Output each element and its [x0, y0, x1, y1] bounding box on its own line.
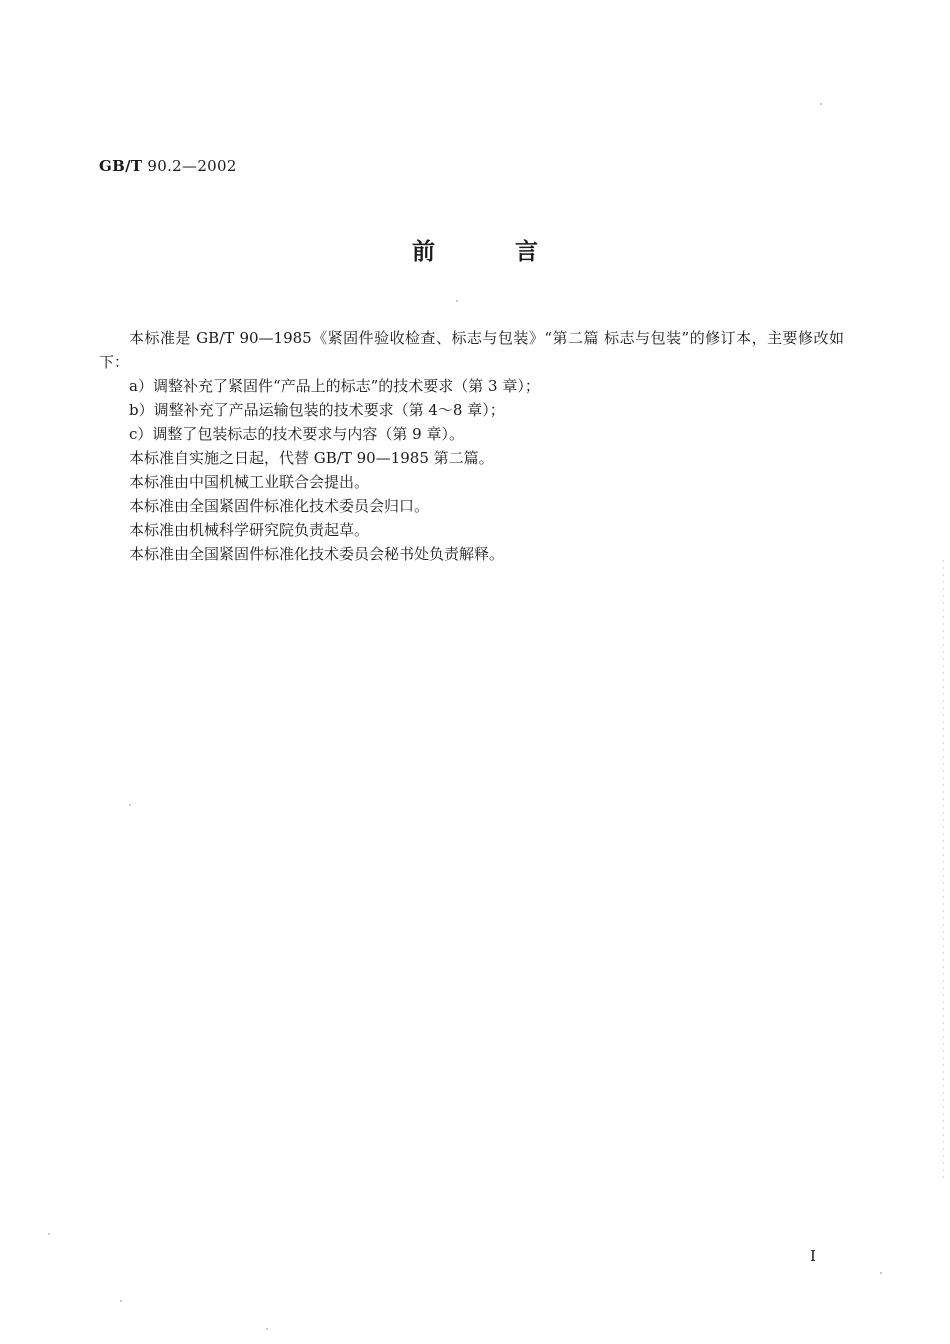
change-item-a: a）调整补充了紧固件“产品上的标志”的技术要求（第 3 章）； — [129, 377, 540, 395]
interpretation-paragraph: 本标准由全国紧固件标准化技术委员会秘书处负责解释。 — [129, 545, 505, 563]
intro-paragraph: 本标准是 GB/T 90—1985《紧固件验收检查、标志与包装》“第二篇 标志与包装”的修订本，主要修改如下： — [99, 329, 844, 371]
page-title: 前言 — [412, 238, 618, 265]
standard-number — [99, 157, 237, 175]
scan-speck — [129, 804, 131, 806]
scan-speck — [266, 1328, 268, 1330]
foreword-body — [99, 326, 844, 566]
proposer-paragraph: 本标准由中国机械工业联合会提出。 — [129, 473, 370, 491]
scan-speck — [880, 1272, 882, 1274]
change-item-b: b）调整补充了产品运输包装的技术要求（第 4～8 章）； — [129, 401, 505, 419]
scan-speck — [820, 103, 822, 105]
replacement-paragraph: 本标准自实施之日起，代替 GB/T 90—1985 第二篇。 — [129, 449, 494, 467]
scan-speck — [120, 1300, 122, 1302]
drafter-paragraph: 本标准由机械科学研究院负责起草。 — [129, 521, 370, 539]
page-number: I — [810, 1247, 816, 1265]
responsible-committee-paragraph: 本标准由全国紧固件标准化技术委员会归口。 — [129, 497, 430, 515]
scan-speck — [48, 1233, 50, 1235]
scan-edge-artifact — [943, 560, 944, 1180]
change-item-c: c）调整了包装标志的技术要求与内容（第 9 章）。 — [129, 425, 464, 443]
scan-speck — [456, 300, 458, 302]
standard-prefix: GB/T — [99, 157, 143, 175]
standard-code: 90.2—2002 — [147, 157, 237, 175]
